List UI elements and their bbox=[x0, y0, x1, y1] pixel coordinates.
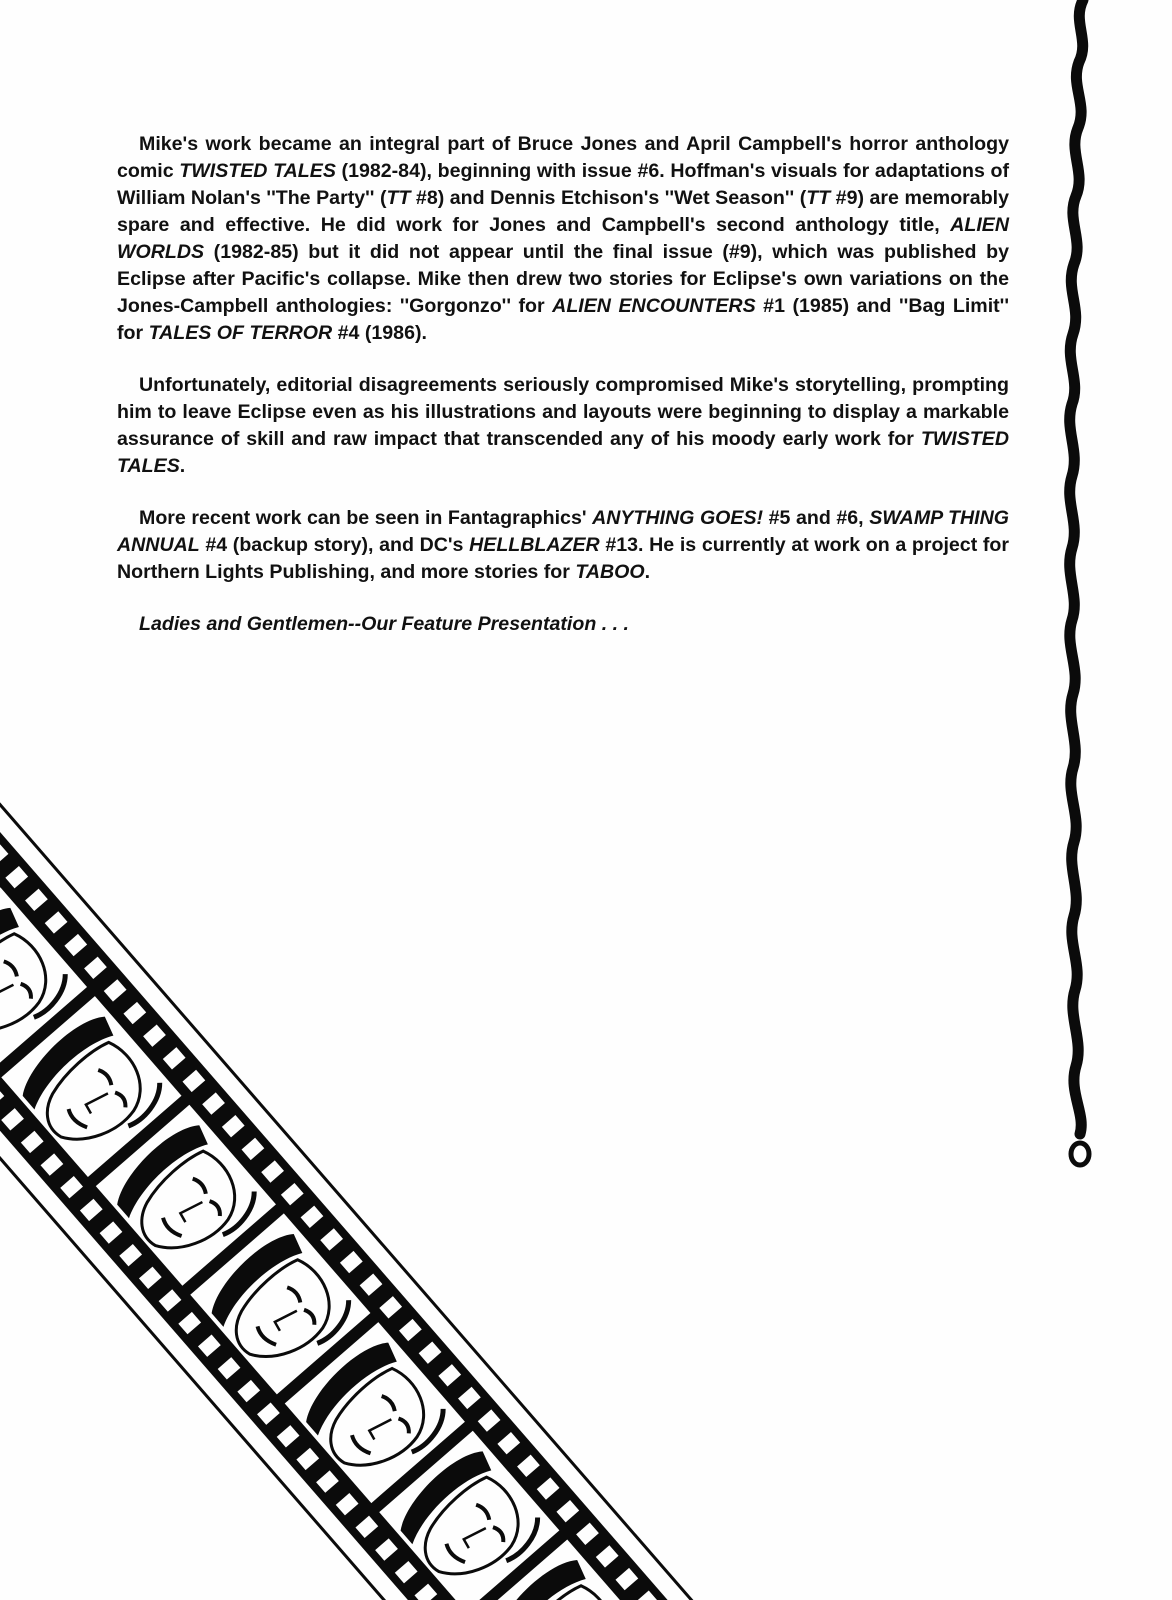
article-text bbox=[117, 131, 1009, 638]
title-italic: ANYTHING GOES! bbox=[592, 507, 764, 529]
text-run: (1982-84), beginning with issue #6. Hoffman's visuals for adaptations of William Nolan's ''The Party'' ( bbox=[117, 160, 1009, 209]
closing-line: Ladies and Gentlemen--Our Feature Presentation . . . bbox=[139, 613, 629, 635]
title-italic: SWAMP THING ANNUAL bbox=[117, 507, 1009, 556]
text-run: #5 and #6, bbox=[763, 507, 870, 529]
text-run: #4 (1986). bbox=[332, 322, 427, 344]
paragraph-recent-work bbox=[117, 505, 1009, 586]
text-run: . bbox=[644, 561, 651, 583]
text-run: #9) are memorably spare and effective. He did work for Jones and Campbell's second anthology title, bbox=[117, 187, 1009, 236]
title-italic: ALIEN ENCOUNTERS bbox=[552, 295, 756, 317]
text-run: #8) and Dennis Etchison's ''Wet Season'' ( bbox=[410, 187, 807, 209]
paragraph-twisted-tales bbox=[117, 131, 1009, 347]
title-italic: TWISTED TALES bbox=[117, 428, 1009, 477]
title-italic: TALES OF TERROR bbox=[148, 322, 333, 344]
text-run: #13. He is currently at work on a project for Northern Lights Publishing, and more stories for bbox=[117, 534, 1009, 583]
wavy-rope bbox=[1070, 0, 1083, 1134]
text-run: Unfortunately, editorial disagreements seriously compromised Mike's storytelling, prompting him to leave Eclipse even as his illustrations and layouts were beginning to display a markable assurance of skill and raw impact that transcended any of his moody early work for bbox=[117, 374, 1009, 450]
title-italic: TABOO bbox=[575, 561, 645, 583]
title-italic: HELLBLAZER bbox=[469, 534, 600, 556]
title-italic: TWISTED TALES bbox=[179, 160, 336, 182]
text-run: #1 (1985) and ''Bag Limit'' for bbox=[117, 295, 1009, 344]
text-run: More recent work can be seen in Fantagraphics' bbox=[139, 507, 593, 529]
title-italic: ALIEN WORLDS bbox=[117, 214, 1009, 263]
paragraph-eclipse bbox=[117, 372, 1009, 480]
text-run: . bbox=[179, 455, 186, 477]
title-italic: TT bbox=[806, 187, 831, 209]
text-run: #4 (backup story), and DC's bbox=[199, 534, 470, 556]
rope-knot bbox=[1071, 1143, 1089, 1165]
text-run: Mike's work became an integral part of Bruce Jones and April Campbell's horror anthology comic bbox=[117, 133, 1009, 182]
title-italic: TT bbox=[386, 187, 411, 209]
text-run: (1982-85) but it did not appear until the final issue (#9), which was published by Eclipse after Pacific's collapse. Mike then drew two stories for Eclipse's own variations on the Jones-Campbell anthologies: ''Gorgonzo'' for bbox=[117, 241, 1009, 317]
film-strip bbox=[0, 728, 800, 1600]
